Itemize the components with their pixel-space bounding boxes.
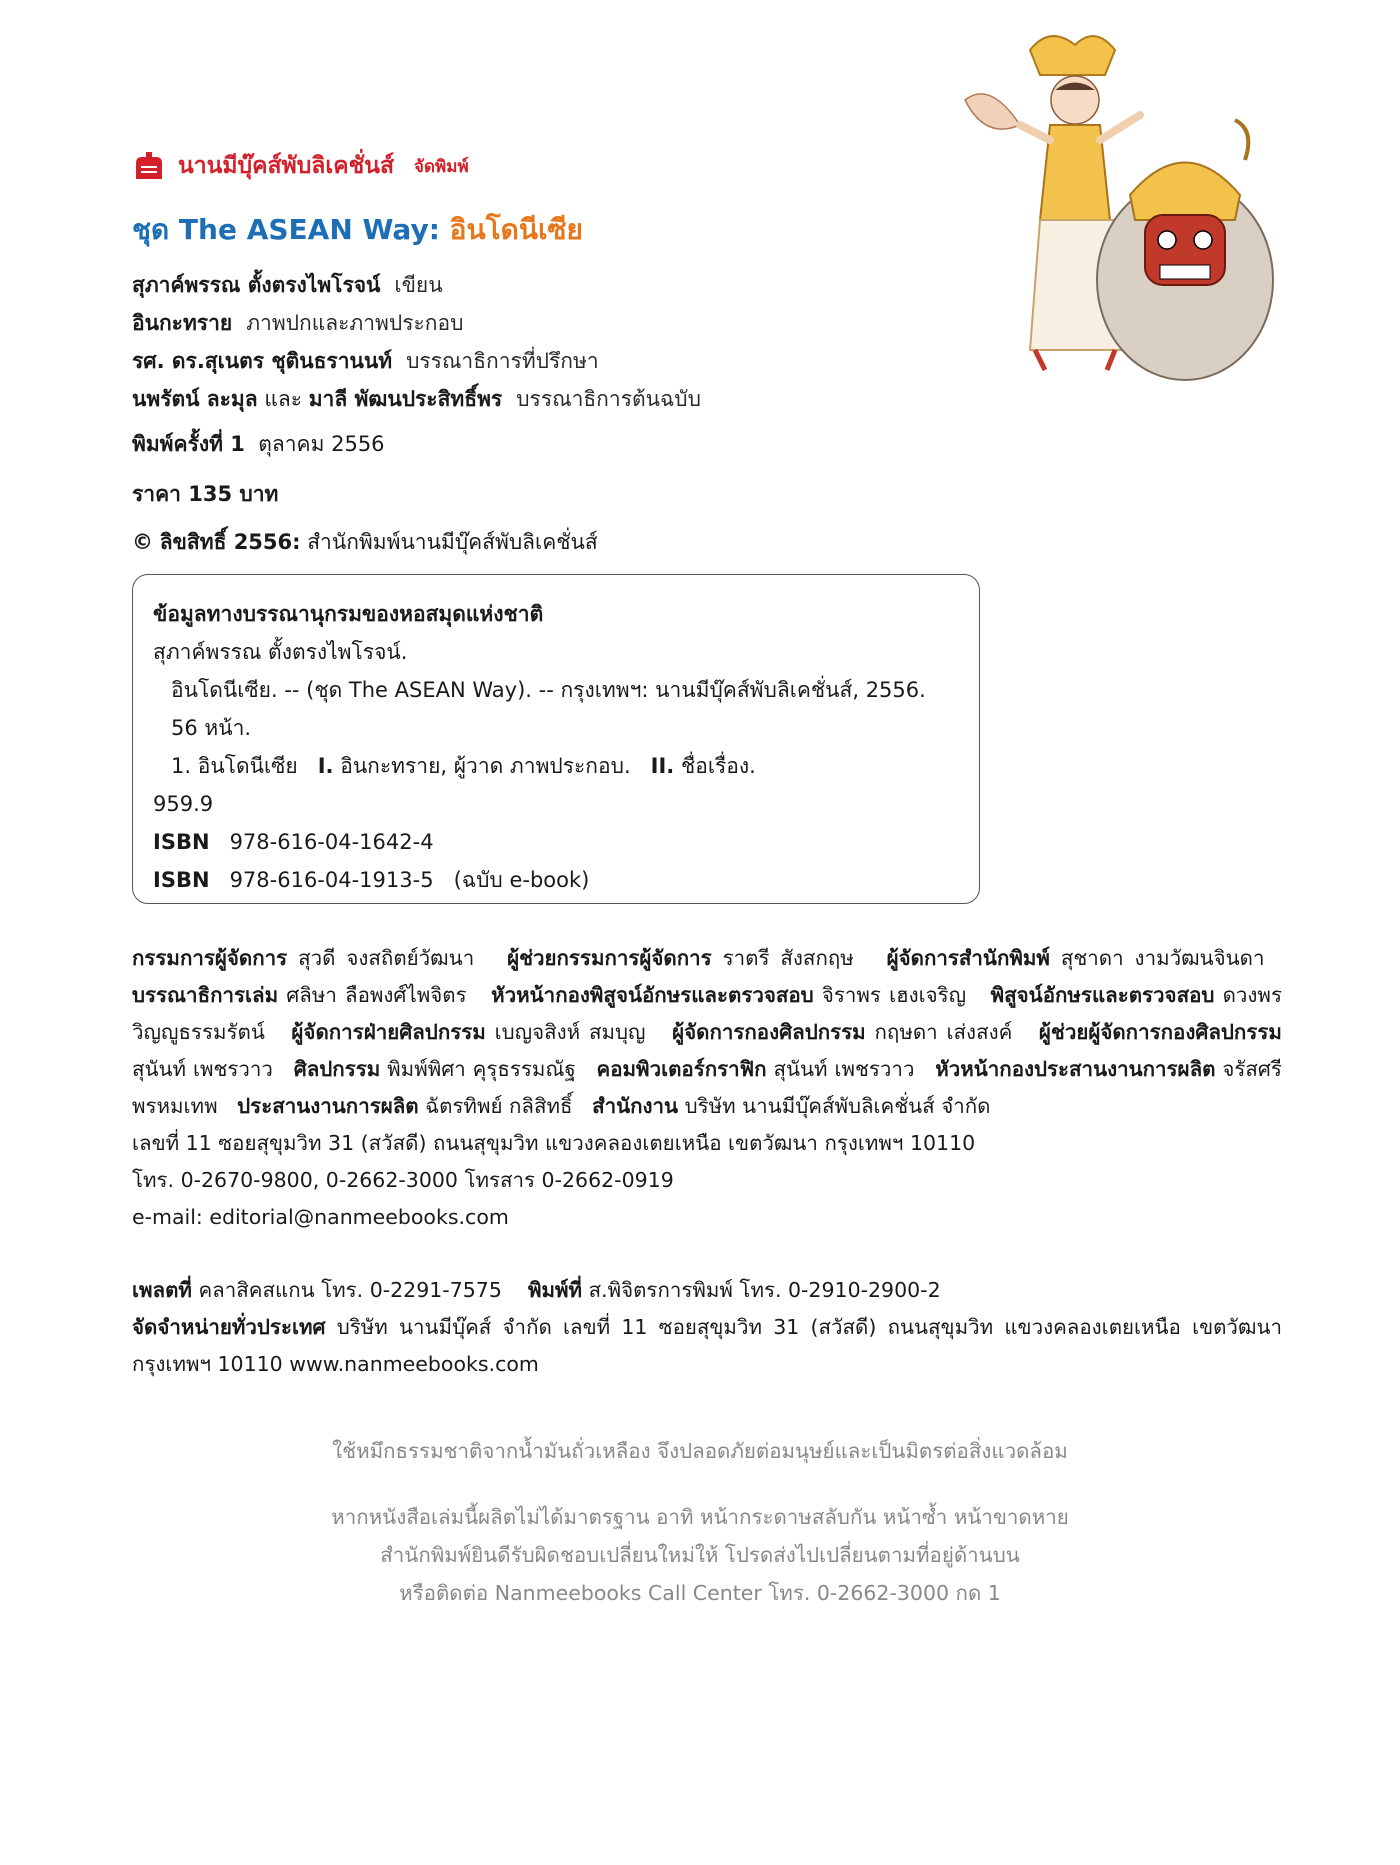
catalog-s2-text: ชื่อเรื่อง. [680, 754, 756, 778]
copyright-label: ลิขสิทธิ์ 2556: [159, 530, 301, 554]
staff-entry: ศิลปกรรม พิมพ์พิศา คุรุธรรมณัฐ [293, 1057, 576, 1081]
defect-notice-1: หากหนังสือเล่มนี้ผลิตไม่ได้มาตรฐาน อาทิ หน้ากระดาษสลับกัน หน้าซ้ำ หน้าขาดหาย [331, 1505, 1069, 1529]
catalog-s1-text: อินกะทราย, ผู้วาด ภาพประกอบ. [340, 754, 631, 778]
copyright-icon: © [132, 530, 153, 554]
credit-role: เขียน [394, 273, 443, 297]
staff-credits [132, 940, 1282, 1236]
catalog-s1-mark: I. [317, 754, 334, 778]
printer-value: ส.พิจิตรการพิมพ์ โทร. 0-2910-2900-2 [588, 1278, 941, 1302]
barong-figure [1097, 120, 1273, 380]
staff-entry: ผู้จัดการกองศิลปกรรม กฤษดา เส่งสงค์ [672, 1020, 1013, 1044]
office-email: e-mail: editorial@nanmeebooks.com [132, 1205, 509, 1229]
printer-label: พิมพ์ที่ [527, 1278, 583, 1302]
staff-entry: คอมพิวเตอร์กราฟิก สุนันท์ เพชรวาว [596, 1057, 915, 1081]
staff-entry: สำนักงาน บริษัท นานมีบุ๊คส์พับลิเคชั่นส์ จำกัด [592, 1094, 991, 1118]
balinese-dancer-illustration [935, 20, 1275, 400]
copyright-line [132, 526, 598, 559]
staff-entry: ผู้ช่วยกรรมการผู้จัดการ ราตรี สังสกฤษ [507, 946, 854, 970]
catalog-title-line: อินโดนีเซีย. -- (ชุด The ASEAN Way). -- กรุงเทพฯ: นานมีบุ๊คส์พับลิเคชั่นส์, 2556. [171, 678, 926, 702]
credit-name: นพรัตน์ ละมุล [132, 387, 258, 411]
credit-joiner: และ [264, 387, 303, 411]
credit-name: รศ. ดร.สุเนตร ชุตินธรานนท์ [132, 349, 393, 373]
catalog-heading: ข้อมูลทางบรรณานุกรมของหอสมุดแห่งชาติ [153, 602, 544, 626]
office-address: เลขที่ 11 ซอยสุขุมวิท 31 (สวัสดี) ถนนสุขุมวิท แขวงคลองเตยเหนือ เขตวัฒนา กรุงเทพฯ 10110 [132, 1131, 976, 1155]
catalog-subjects [153, 747, 959, 785]
credit-name-2: มาลี พัฒนประสิทธิ์พร [308, 387, 503, 411]
defect-notice-2: สำนักพิมพ์ยินดีรับผิดชอบเปลี่ยนใหม่ให้ โปรดส่งไปเปลี่ยนตามที่อยู่ด้านบน [380, 1543, 1020, 1567]
staff-entry: พิสูจน์อักษรและตรวจสอบ ดวงพร วิญญูธรรมรัตน์ [132, 983, 1282, 1044]
edition-date: ตุลาคม 2556 [258, 432, 385, 456]
credit-row [132, 342, 701, 380]
staff-entry: กรรมการผู้จัดการ สุวดี จงสถิตย์วัฒนา [132, 946, 475, 970]
catalog-isbn-2: ISBN 978-616-04-1913-5 (ฉบับ e-book) [153, 868, 590, 892]
series-title [132, 208, 583, 252]
office-phone: โทร. 0-2670-9800, 0-2662-3000 โทรสาร 0-2662-0919 [132, 1168, 674, 1192]
cataloging-data-box [132, 574, 980, 904]
staff-entry: ผู้จัดการสำนักพิมพ์ สุชาดา งามวัฒนจินดา [886, 946, 1265, 970]
print-info [132, 1272, 1282, 1383]
ink-note: ใช้หมึกธรรมชาติจากน้ำมันถั่วเหลือง จึงปลอดภัยต่อมนุษย์และเป็นมิตรต่อสิ่งแวดล้อม [332, 1439, 1068, 1463]
distributor-value: บริษัท นานมีบุ๊คส์ จำกัด เลขที่ 11 ซอยสุขุมวิท 31 (สวัสดี) ถนนสุขุมวิท แขวงคลองเตยเหนือ เขตวัฒนา กรุงเทพฯ 10110 www.nanmeebooks.com [132, 1315, 1282, 1376]
plate-value: คลาสิคสแกน โทร. 0-2291-7575 [198, 1278, 502, 1302]
publisher-line [132, 148, 469, 184]
credits-block [132, 266, 701, 418]
catalog-s2-mark: II. [650, 754, 675, 778]
credit-role: ภาพปกและภาพประกอบ [246, 311, 464, 335]
publisher-suffix: จัดพิมพ์ [414, 156, 469, 177]
publisher-logo-icon [132, 149, 166, 183]
staff-entry: ผู้จัดการฝ่ายศิลปกรรม เบญจสิงห์ สมบุญ [291, 1020, 646, 1044]
catalog-pages: 56 หน้า. [171, 716, 252, 740]
credit-name: อินกะทราย [132, 311, 233, 335]
price: ราคา 135 บาท [132, 482, 279, 506]
defect-notice-3: หรือติดต่อ Nanmeebooks Call Center โทร. 0-2662-3000 กด 1 [399, 1581, 1001, 1605]
staff-entry: ผู้ช่วยผู้จัดการกองศิลปกรรม สุนันท์ เพชรวาว [132, 1020, 1282, 1081]
copyright-holder: สำนักพิมพ์นานมีบุ๊คส์พับลิเคชั่นส์ [307, 530, 598, 554]
distributor-label: จัดจำหน่ายทั่วประเทศ [132, 1315, 326, 1339]
catalog-author: สุภาค์พรรณ ตั้งตรงไพโรจน์. [153, 640, 408, 664]
edition-label: พิมพ์ครั้งที่ 1 [132, 432, 245, 456]
plate-label: เพลตที่ [132, 1278, 192, 1302]
catalog-subject: 1. อินโดนีเซีย [171, 754, 298, 778]
credit-name: สุภาค์พรรณ ตั้งตรงไพโรจน์ [132, 273, 381, 297]
staff-entry: ประสานงานการผลิต ฉัตรทิพย์ กลิสิทธิ์ [237, 1094, 573, 1118]
series-country: อินโดนีเซีย [449, 213, 583, 246]
staff-entry: หัวหน้ากองพิสูจน์อักษรและตรวจสอบ จิราพร เฮงเจริญ [491, 983, 967, 1007]
edition-line [132, 428, 385, 461]
staff-entry: หัวหน้ากองประสานงานการผลิต จรัสศรี พรหมเทพ [132, 1057, 1282, 1118]
publisher-name: นานมีบุ๊คส์พับลิเคชั่นส์ [178, 153, 395, 179]
staff-entry: บรรณาธิการเล่ม ศลิษา ลือพงศ์ไพจิตร [132, 983, 467, 1007]
credit-row [132, 266, 701, 304]
credit-role: บรรณาธิการที่ปรึกษา [406, 349, 599, 373]
credit-row [132, 304, 701, 342]
credit-row [132, 380, 701, 418]
credit-role: บรรณาธิการต้นฉบับ [516, 387, 701, 411]
catalog-classification: 959.9 [153, 792, 214, 816]
series-prefix: ชุด The ASEAN Way: [132, 213, 440, 246]
catalog-isbn-1: ISBN 978-616-04-1642-4 [153, 830, 434, 854]
